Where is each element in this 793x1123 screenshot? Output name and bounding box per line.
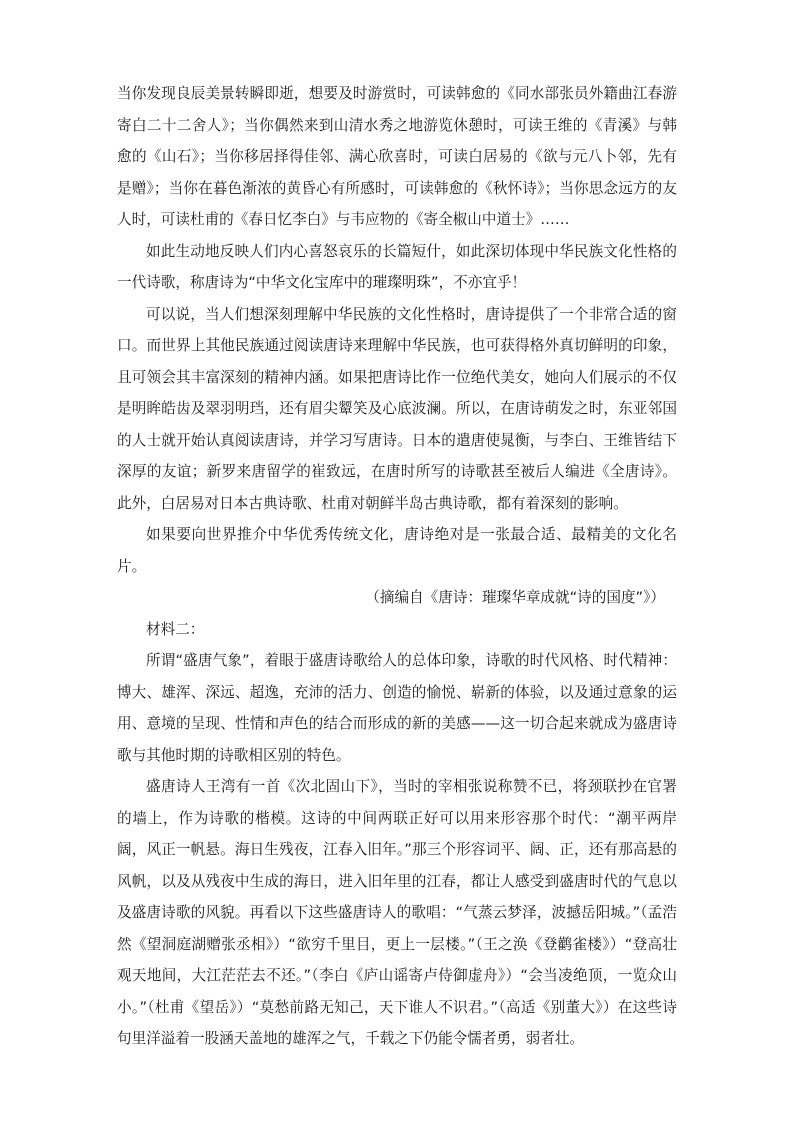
paragraph-wang-wan: 盛唐诗人王湾有一首《次北固山下》，当时的宰相张说称赞不已，将颈联抄在官署的墙上，作为诗歌的楷模。这诗的中间两联正好可以用来形容那个时代：“潮平两岸阔，风正一帆悬。海日生残夜，江春入旧年。”那三个形容词平、阔、正，还有那高悬的风帆，以及从残夜中生成的海日，进入旧年里的江春，都让人感受到盛唐时代的气息以及盛唐诗歌的风貌。再看以下这些盛唐诗人的歌唱：“气蒸云梦泽，波撼岳阳城。”（孟浩然《望洞庭湖赠张丞相》）“欲穷千里目，更上一层楼。”（王之涣《登鹳雀楼》）“登高壮观天地间，大江茫茫去不还。”（李白《庐山谣寄卢侍御虚舟》）“会当凌绝顶，一览众山小。”（杜甫《望岳》）“莫愁前路无知己，天下谁人不识君。”（高适《别董大》）在这些诗句里洋溢着一股涵天盖地的雄浑之气，千载之下仍能令懦者勇，弱者壮。 (117, 778, 677, 1047)
material-two-label: 材料二： (146, 620, 205, 638)
document-page (117, 78, 677, 1055)
source-citation: （摘编自《唐诗：璀璨华章成就“诗的国度”》） (365, 589, 665, 606)
paragraph-tang-spirit: 所谓“盛唐气象”，着眼于盛唐诗歌给人的总体印象，诗歌的时代风格、时代精神：博大、雄浑、深远、超逸，充沛的活力、创造的愉悦、崭新的体验，以及通过意象的运用、意境的呈现、性情和声色的结合而形成的新的美感——这一切合起来就成为盛唐诗歌与其他时期的诗歌相区别的特色。 (117, 652, 677, 764)
paragraph-culture-card: 如果要向世界推介中华优秀传统文化，唐诗绝对是一张最合适、最精美的文化名片。 (117, 526, 677, 575)
paragraph-reading-guide: 当你发现良辰美景转瞬即逝，想要及时游赏时，可读韩愈的《同水部张员外籍曲江春游寄白二十二舍人》；当你偶然来到山清水秀之地游览休憩时，可读王维的《青溪》与韩愈的《山石》；当你移居择得佳邻、满心欣喜时，可读白居易的《欲与元八卜邻，先有是赠》；当你在暮色渐浓的黄昏心有所感时，可读韩愈的《秋怀诗》；当你思念远方的友人时，可读杜甫的《春日忆李白》与韦应物的《寄全椒山中道士》…… (117, 85, 677, 228)
paragraph-window: 可以说，当人们想深刻理解中华民族的文化性格时，唐诗提供了一个非常合适的窗口。而世界上其他民族通过阅读唐诗来理解中华民族，也可获得格外真切鲜明的印象，且可领会其丰富深刻的精神内涵。如果把唐诗比作一位绝代美女，她向人们展示的不仅是明眸皓齿及翠羽明珰，还有眉尖颦笑及心底波澜。所以，在唐诗萌发之时，东亚邻国的人士就开始认真阅读唐诗，并学习写唐诗。日本的遣唐使晁衡，与李白、王维皆结下深厚的友谊；新罗来唐留学的崔致远，在唐时所写的诗歌甚至被后人编进《全唐诗》。此外，白居易对日本古典诗歌、杜甫对朝鲜半岛古典诗歌，都有着深刻的影响。 (117, 305, 677, 512)
paragraph-pearl: 如此生动地反映人们内心喜怒哀乐的长篇短什，如此深切体现中华民族文化性格的一代诗歌，称唐诗为“中华文化宝库中的璀璨明珠”，不亦宜乎！ (117, 242, 677, 291)
